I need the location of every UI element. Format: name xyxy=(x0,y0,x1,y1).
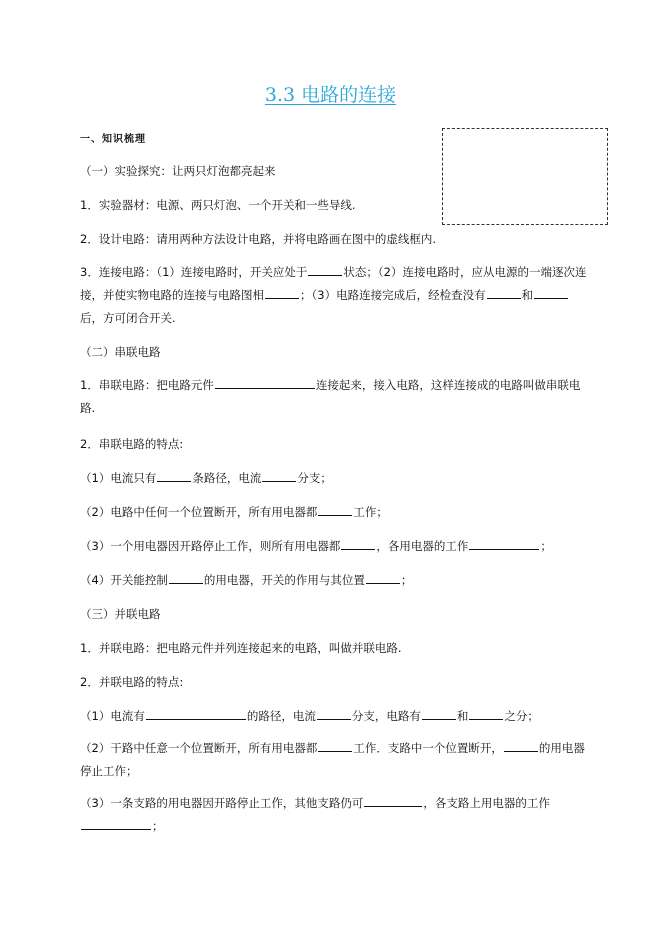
fill-blank[interactable] xyxy=(265,287,299,299)
fill-blank[interactable] xyxy=(215,377,315,389)
text-line: （4）开关能控制 的用电器，开关的作用与其位置 ； xyxy=(80,573,413,587)
fill-blank[interactable] xyxy=(534,287,568,299)
fill-blank[interactable] xyxy=(262,470,296,482)
text-line: 2．串联电路的特点: xyxy=(80,437,184,451)
text-paragraph: （3）一条支路的用电器因开路停止工作，其他支路仍可 ，各支路上用电器的工作； xyxy=(80,796,550,833)
text-line: 2．并联电路的特点: xyxy=(80,675,184,689)
fill-blank[interactable] xyxy=(422,708,456,720)
text-line: 1．并联电路：把电路元件并列连接起来的电路，叫做并联电路. xyxy=(80,641,402,655)
text-paragraph: 3．连接电路：（1）连接电路时，开关应处于 状态；（2）连接电路时，应从电源的一端逐次连接，并使实物电路的连接与电路图相 ；（3）电路连接完成后，经检查没有 和后，方可闭合开关. xyxy=(80,265,587,325)
fill-blank[interactable] xyxy=(487,287,521,299)
subsection-experiment: （一）实验探究：让两只灯泡都亮起来 xyxy=(80,164,276,178)
text-line: 2．设计电路：请用两种方法设计电路，并将电路画在图中的虚线框内. xyxy=(80,232,436,246)
fill-blank[interactable] xyxy=(81,818,151,830)
text-line: 1．实验器材：电源、两只灯泡、一个开关和一些导线. xyxy=(80,198,356,212)
fill-blank[interactable] xyxy=(469,538,539,550)
fill-blank[interactable] xyxy=(308,264,342,276)
subsection-parallel: （三）并联电路 xyxy=(80,607,161,621)
fill-blank[interactable] xyxy=(469,708,503,720)
text-line: （2）电路中任何一个位置断开，所有用电器都 工作； xyxy=(80,505,388,519)
fill-blank[interactable] xyxy=(504,740,538,752)
subsection-series: （二）串联电路 xyxy=(80,345,161,359)
text-line: （1）电流有 的路径，电流 分支，电路有 和 之分； xyxy=(80,709,539,723)
text-line: （3）一个用电器因开路停止工作，则所有用电器都 ，各用电器的工作 ； xyxy=(80,539,552,553)
section-heading: 一、知识梳理 xyxy=(80,134,146,145)
circuit-drawing-box xyxy=(442,128,608,225)
fill-blank[interactable] xyxy=(157,470,191,482)
text-paragraph: （2）干路中任意一个位置断开，所有用电器都 工作．支路中一个位置断开， 的用电器停止工作； xyxy=(80,741,585,778)
fill-blank[interactable] xyxy=(366,572,400,584)
fill-blank[interactable] xyxy=(341,538,375,550)
fill-blank[interactable] xyxy=(317,708,351,720)
text-line: （1）电流只有 条路径，电流 分支； xyxy=(80,471,332,485)
fill-blank[interactable] xyxy=(318,740,352,752)
fill-blank[interactable] xyxy=(318,504,352,516)
fill-blank[interactable] xyxy=(169,572,203,584)
fill-blank[interactable] xyxy=(146,708,246,720)
fill-blank[interactable] xyxy=(364,795,422,807)
page-title: 3.3 电路的连接 xyxy=(264,84,397,106)
text-paragraph: 1．串联电路：把电路元件 连接起来，接入电路，这样连接成的电路叫做串联电路. xyxy=(80,378,581,415)
